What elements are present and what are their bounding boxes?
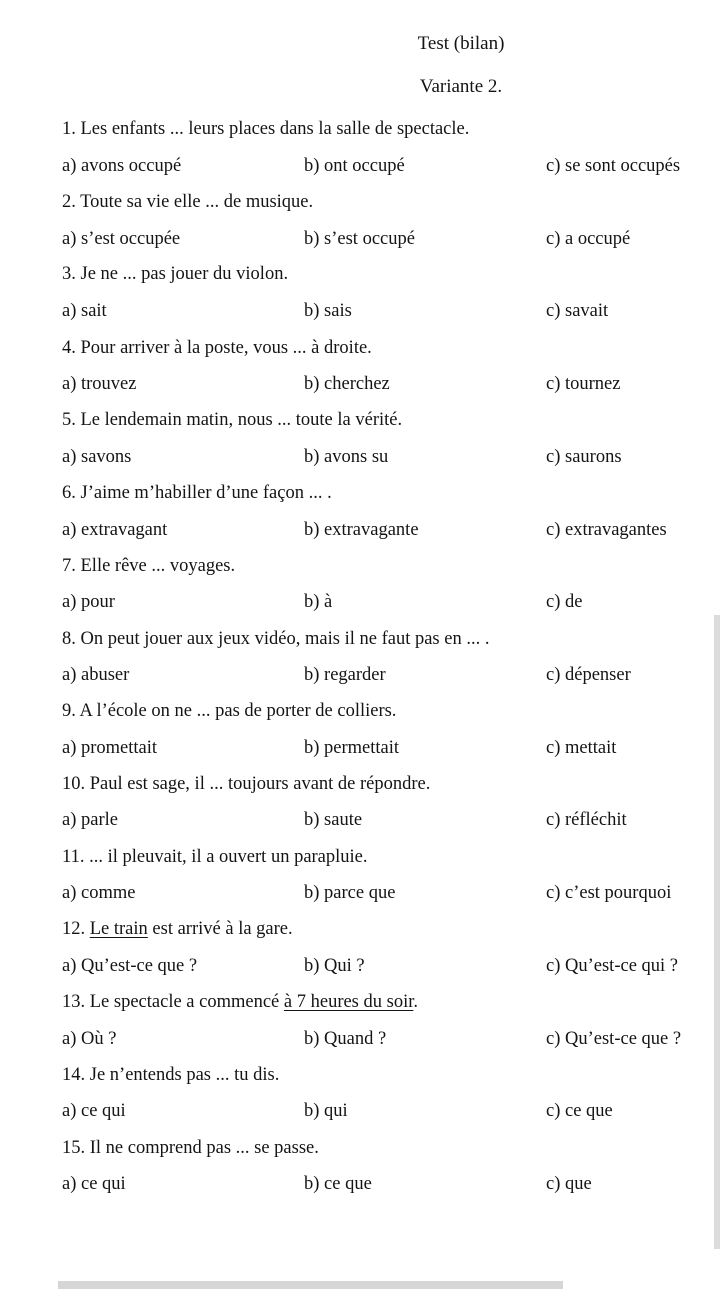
question-text: 6. J’aime m’habiller d’une façon ... . [62, 483, 332, 503]
option-a: a) parle [62, 810, 118, 830]
question-text: 10. Paul est sage, il ... toujours avant de répondre. [62, 774, 431, 794]
question-text-pre: 13. Le spectacle a commencé [62, 992, 284, 1012]
option-a: a) Où ? [62, 1029, 117, 1049]
option-b: b) extravagante [304, 520, 419, 540]
option-c: c) a occupé [546, 229, 631, 249]
option-c: c) tournez [546, 374, 621, 394]
option-a: a) s’est occupée [62, 229, 181, 249]
question-text: 8. On peut jouer aux jeux vidéo, mais il ne faut pas en ... . [62, 629, 490, 649]
option-a: a) extravagant [62, 520, 168, 540]
option-a: a) promettait [62, 738, 158, 758]
option-b: b) ont occupé [304, 156, 405, 176]
option-a: a) ce qui [62, 1101, 126, 1121]
option-b: b) sais [304, 301, 352, 321]
question-text: 3. Je ne ... pas jouer du violon. [62, 264, 289, 284]
option-a: a) abuser [62, 665, 130, 685]
question-text: 2. Toute sa vie elle ... de musique. [62, 192, 314, 212]
option-b: b) ce que [304, 1174, 372, 1194]
option-a: a) avons occupé [62, 156, 182, 176]
question-text-post: est arrivé à la gare. [147, 919, 293, 939]
question-text [62, 992, 418, 1013]
option-c: c) Qu’est-ce que ? [546, 1029, 682, 1049]
option-c: c) se sont occupés [546, 156, 681, 176]
option-c: c) mettait [546, 738, 617, 758]
question-text: 5. Le lendemain matin, nous ... toute la vérité. [62, 410, 403, 430]
question-text: 1. Les enfants ... leurs places dans la salle de spectacle. [62, 119, 470, 139]
horizontal-scrollbar[interactable] [58, 1281, 563, 1289]
question-text [62, 919, 293, 940]
option-a: a) sait [62, 301, 107, 321]
document-subtitle: Variante 2. [419, 76, 503, 97]
option-b: b) Quand ? [304, 1029, 387, 1049]
option-b: b) avons su [304, 447, 389, 467]
option-b: b) saute [304, 810, 363, 830]
option-c: c) extravagantes [546, 520, 667, 540]
vertical-scrollbar[interactable] [714, 615, 720, 1249]
question-text-post: . [413, 992, 418, 1012]
option-a: a) Qu’est-ce que ? [62, 956, 198, 976]
option-a: a) comme [62, 883, 136, 903]
option-a: a) savons [62, 447, 132, 467]
underlined-time: à 7 heures du soir [283, 992, 414, 1012]
question-text: 4. Pour arriver à la poste, vous ... à droite. [62, 338, 372, 358]
option-c: c) savait [546, 301, 609, 321]
question-text: 15. Il ne comprend pas ... se passe. [62, 1138, 319, 1158]
question-text: 14. Je n’entends pas ... tu dis. [62, 1065, 280, 1085]
option-b: b) Qui ? [304, 956, 365, 976]
option-b: b) regarder [304, 665, 386, 685]
option-a: a) ce qui [62, 1174, 126, 1194]
option-b: b) qui [304, 1101, 348, 1121]
option-c: c) réfléchit [546, 810, 627, 830]
option-c: c) ce que [546, 1101, 613, 1121]
option-b: b) cherchez [304, 374, 390, 394]
option-b: b) à [304, 592, 333, 612]
question-text: 9. A l’école on ne ... pas de porter de colliers. [62, 701, 397, 721]
option-b: b) s’est occupé [304, 229, 415, 249]
question-text: 11. ... il pleuvait, il a ouvert un parapluie. [62, 847, 368, 867]
option-c: c) Qu’est-ce qui ? [546, 956, 679, 976]
option-a: a) pour [62, 592, 115, 612]
option-c: c) c’est pourquoi [546, 883, 672, 903]
underlined-subject: Le train [89, 919, 148, 939]
option-a: a) trouvez [62, 374, 137, 394]
option-c: c) de [546, 592, 583, 612]
question-text-pre: 12. [62, 919, 90, 939]
option-c: c) saurons [546, 447, 622, 467]
option-b: b) permettait [304, 738, 400, 758]
question-text: 7. Elle rêve ... voyages. [62, 556, 236, 576]
option-c: c) dépenser [546, 665, 631, 685]
option-c: c) que [546, 1174, 592, 1194]
document-title: Test (bilan) [417, 33, 505, 54]
option-b: b) parce que [304, 883, 396, 903]
